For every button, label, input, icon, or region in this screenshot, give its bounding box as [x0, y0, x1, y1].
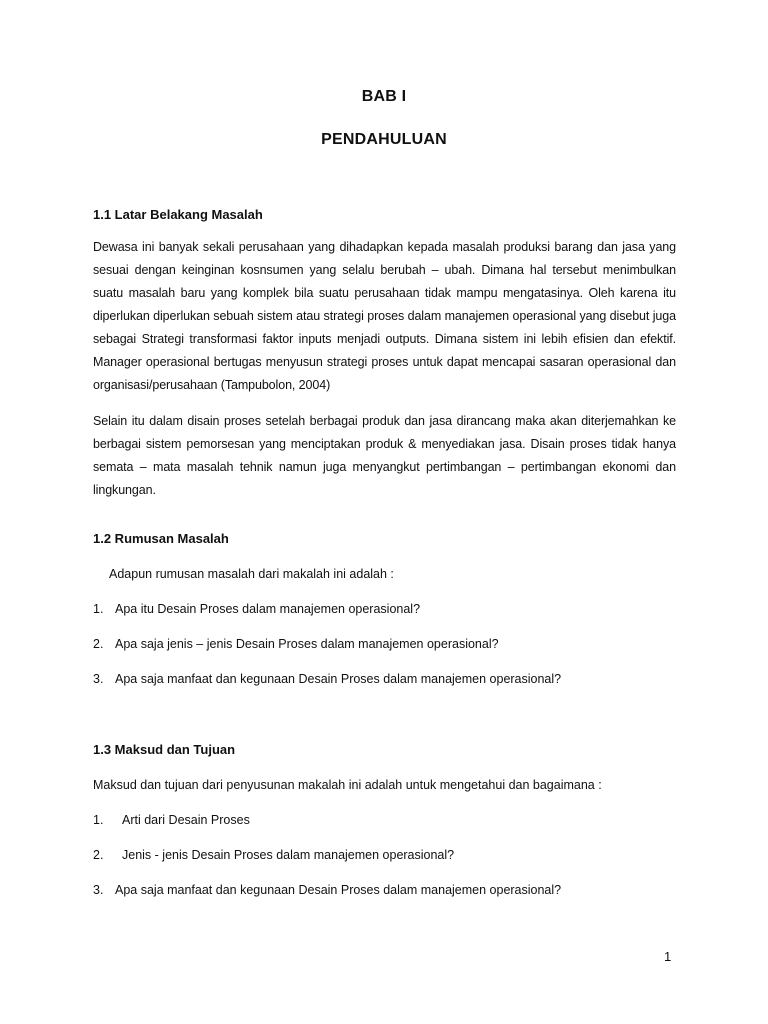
section-heading-background: 1.1 Latar Belakang Masalah — [93, 207, 263, 222]
list-item-text: Apa saja manfaat dan kegunaan Desain Proses dalam manajemen operasional? — [115, 883, 562, 897]
list-item-number: 1. — [93, 813, 104, 827]
list-item-text: Apa saja jenis – jenis Desain Proses dalam manajemen operasional? — [115, 637, 499, 651]
list-item — [93, 672, 561, 686]
list-item-text: Apa itu Desain Proses dalam manajemen operasional? — [115, 602, 421, 616]
list-item-text: Apa saja manfaat dan kegunaan Desain Proses dalam manajemen operasional? — [115, 672, 562, 686]
chapter-label: BAB I — [361, 88, 407, 105]
purpose-intro: Maksud dan tujuan dari penyusunan makalah ini adalah untuk mengetahui dan bagaimana : — [93, 778, 602, 792]
list-item-number: 2. — [93, 848, 104, 862]
list-item-number: 2. — [93, 637, 104, 651]
list-item — [93, 637, 499, 651]
list-item — [93, 883, 561, 897]
background-paragraph-1: Dewasa ini banyak sekali perusahaan yang dihadapkan kepada masalah produksi barang dan jasa yang sesuai dengan keinginan kosnsumen yang selalu berubah – ubah. Dimana hal tersebut menimbulkan suatu masalah baru yang komplek bila suatu perusahaan tidak mampu mengatasinya. Oleh karena itu diperlukan diperlukan sebuah sistem atau strategi proses dalam manajemen operasional yang disebut juga sebagai Strategi transformasi faktor inputs menjadi outputs. Dimana sistem ini lebih efisien dan efektif. Manager operasional bertugas menyusun strategi proses untuk dapat mencapai sasaran operasional dan organisasi/perusahaan (Tampubolon, 2004) — [93, 240, 676, 392]
background-paragraph-2: Selain itu dalam disain proses setelah berbagai produk dan jasa dirancang maka akan diterjemahkan ke berbagai sistem pemorsesan yang menciptakan produk & menyediakan jasa. Disain proses tidak hanya semata – mata masalah tehnik namun juga menyangkut pertimbangan – pertimbangan ekonomi dan lingkungan. — [93, 414, 676, 497]
list-item — [93, 848, 454, 862]
chapter-title: PENDAHULUAN — [321, 131, 447, 148]
list-item — [93, 602, 420, 616]
page-number: 1 — [664, 949, 672, 964]
list-item-number: 3. — [93, 883, 104, 897]
problem-intro: Adapun rumusan masalah dari makalah ini adalah : — [109, 567, 394, 581]
list-item-text: Jenis - jenis Desain Proses dalam manajemen operasional? — [122, 848, 455, 862]
list-item-number: 1. — [93, 602, 104, 616]
section-heading-purpose: 1.3 Maksud dan Tujuan — [93, 742, 236, 757]
section-heading-problem: 1.2 Rumusan Masalah — [93, 531, 229, 546]
list-item — [93, 813, 250, 827]
list-item-text: Arti dari Desain Proses — [122, 813, 250, 827]
list-item-number: 3. — [93, 672, 104, 686]
